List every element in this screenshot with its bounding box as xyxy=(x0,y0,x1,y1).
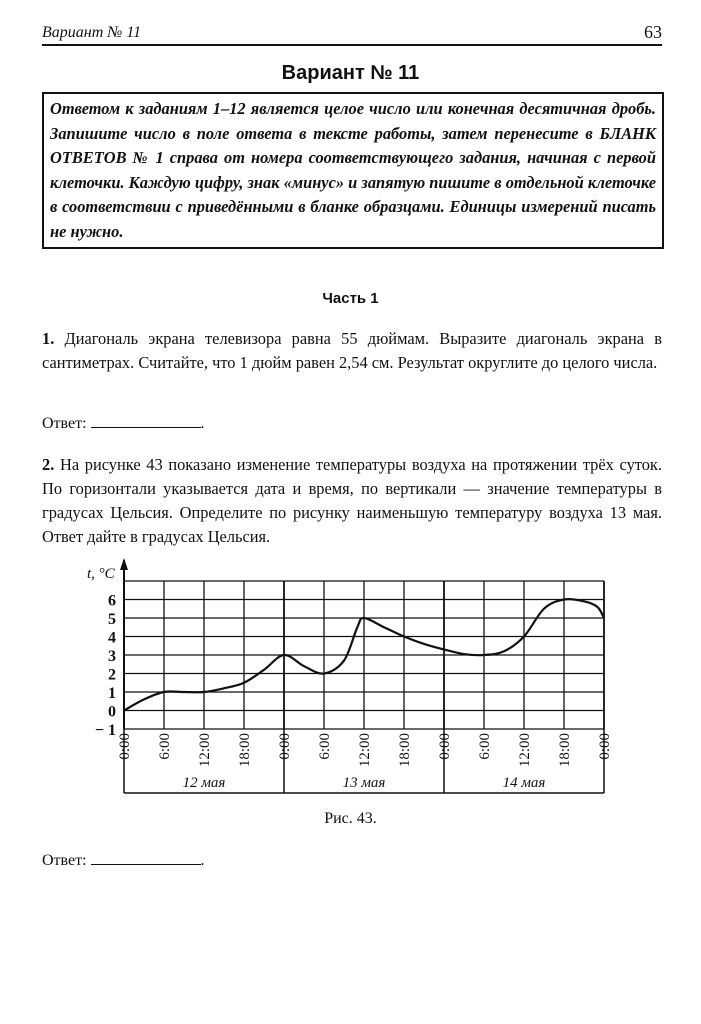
x-tick-label: 6:00 xyxy=(477,733,493,760)
y-tick-label: − 1 xyxy=(94,722,116,739)
y-tick-label: 1 xyxy=(108,685,116,702)
day-labels xyxy=(183,775,546,791)
x-tick-label: 0:00 xyxy=(437,733,453,760)
answer-field-2[interactable] xyxy=(42,850,205,870)
variant-title: Вариант № 11 xyxy=(281,62,420,84)
chart-grid xyxy=(124,581,604,729)
day-label: 12 мая xyxy=(182,775,226,791)
task-number: 2. xyxy=(42,455,55,474)
y-tick-labels xyxy=(95,593,116,740)
x-tick-label: 18:00 xyxy=(237,733,253,768)
x-tick-label: 12:00 xyxy=(197,733,213,768)
y-tick-label: 5 xyxy=(108,611,116,628)
part-title: Часть 1 xyxy=(322,290,379,307)
answer-label: Ответ: xyxy=(42,415,87,432)
answer-period: . xyxy=(200,415,205,432)
x-tick-label: 0:00 xyxy=(117,733,133,760)
y-tick-label: 0 xyxy=(108,703,116,721)
y-axis-label: t, °C xyxy=(87,566,115,582)
figure-caption: Рис. 43. xyxy=(324,810,377,827)
task-text: На рисунке 43 показано изменение температуры воздуха на протяжении трёх суток. По горизонтали указывается дата и время, по вертикали — значение температуры в градусах Цельсия. Определите по рисунку наименьшую температуру воздуха 13 мая. Ответ дайте в градусах Цельсия. xyxy=(42,455,662,546)
y-tick-label: 3 xyxy=(108,648,116,665)
y-tick-label: 2 xyxy=(108,666,116,684)
x-tick-labels xyxy=(117,733,613,767)
x-tick-label: 0:00 xyxy=(277,733,293,760)
x-tick-label: 12:00 xyxy=(357,733,373,768)
task-number: 1. xyxy=(42,329,55,348)
instructions-box: Ответом к заданиям 1–12 является целое число или конечная десятичная дробь. Запишите число в поле ответа в тексте работы, затем перенесите в БЛАНК ОТВЕТОВ № 1 справа от номера соответствующего задания, начиная с первой клеточки. Каждую цифру, знак «минус» и запятую пишите в отдельной клеточке в соответствии с приведёнными в бланке образцами. Единицы измерений писать не нужно. xyxy=(42,92,664,249)
x-tick-label: 18:00 xyxy=(397,733,413,768)
day-label: 14 мая xyxy=(502,775,546,791)
answer-blank[interactable] xyxy=(91,850,201,865)
y-axis-arrow xyxy=(120,558,128,570)
y-tick-label: 6 xyxy=(108,592,116,610)
x-tick-label: 6:00 xyxy=(317,733,333,760)
x-tick-label: 6:00 xyxy=(157,733,173,760)
page-number: 63 xyxy=(644,22,662,42)
task-text: Диагональ экрана телевизора равна 55 дюймам. Выразите диагональ экрана в сантиметрах. Считайте, что 1 дюйм равен 2,54 см. Результат округлите до целого числа. xyxy=(42,329,662,372)
y-tick-label: 4 xyxy=(108,629,116,647)
running-title: Вариант № 11 xyxy=(42,24,142,41)
x-tick-label: 12:00 xyxy=(517,733,533,768)
x-tick-label: 18:00 xyxy=(557,733,573,768)
x-tick-label: 0:00 xyxy=(597,733,613,760)
answer-label: Ответ: xyxy=(42,852,87,869)
day-label: 13 мая xyxy=(342,775,386,791)
answer-period: . xyxy=(200,852,205,869)
